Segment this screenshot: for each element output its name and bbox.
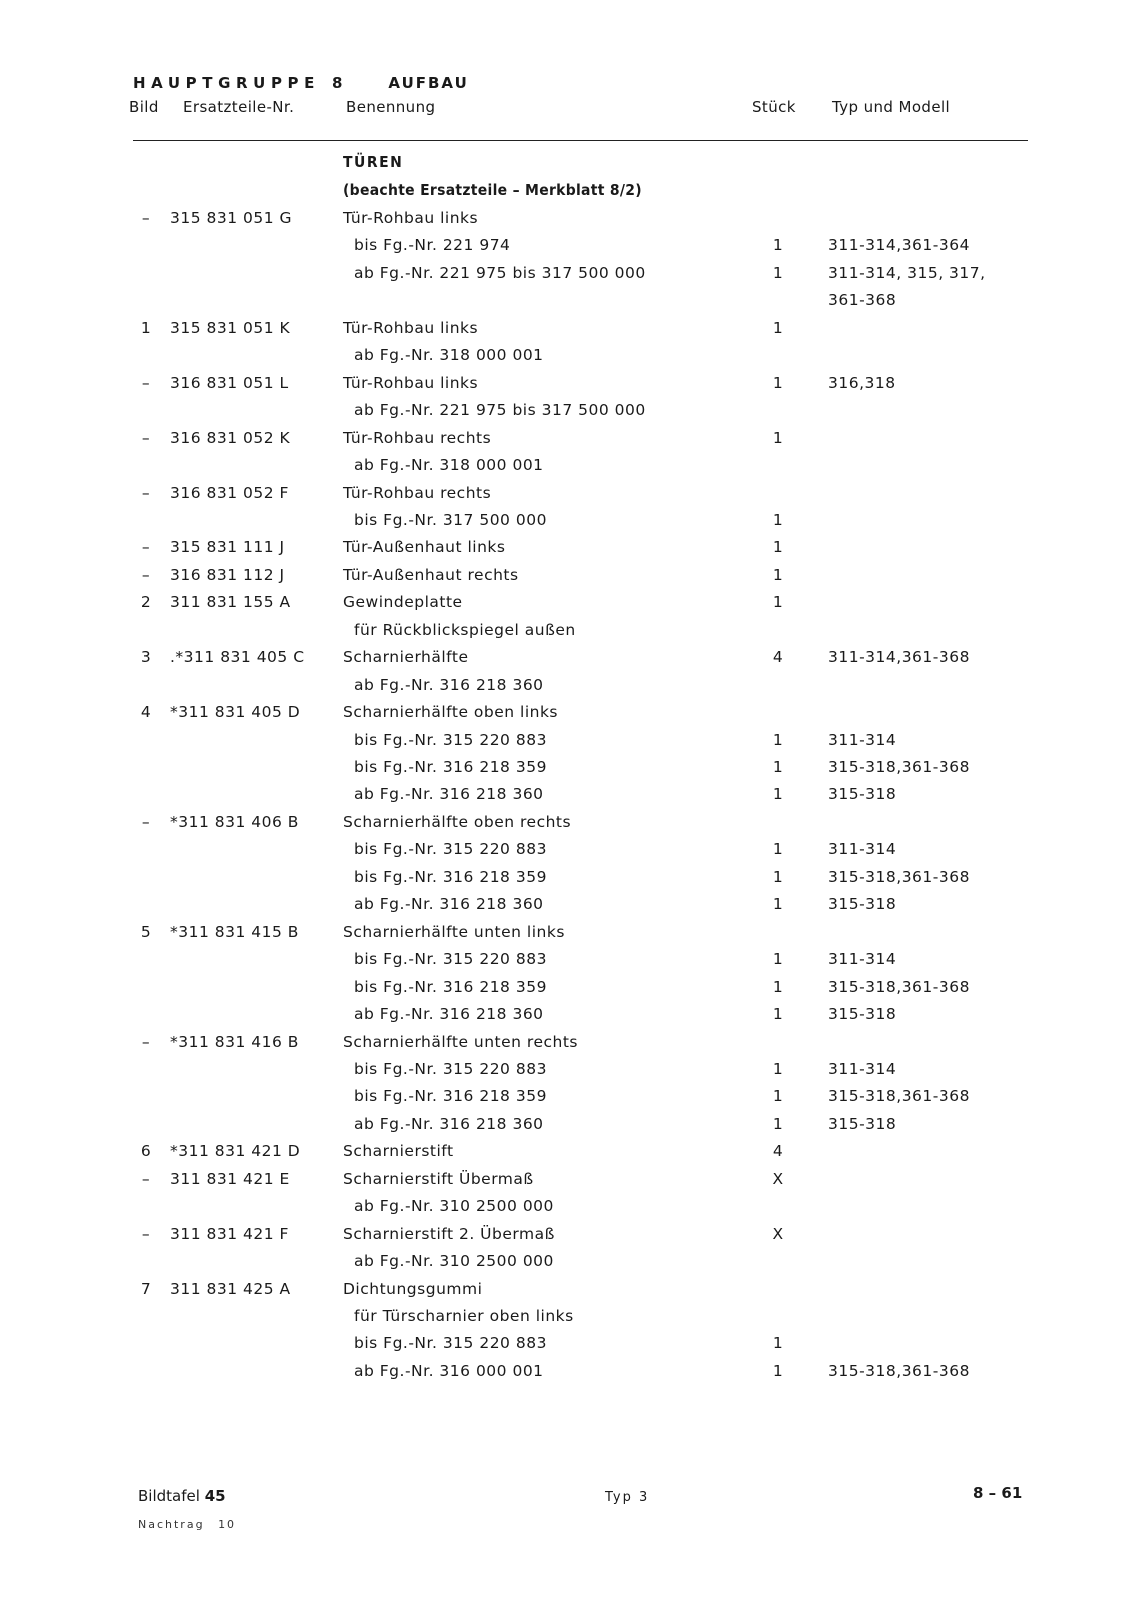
table-row xyxy=(0,1362,1142,1386)
part-description: bis Fg.-Nr. 316 218 359 xyxy=(354,978,547,996)
table-row xyxy=(0,950,1142,974)
table-row xyxy=(0,676,1142,700)
part-number: 311 831 421 F xyxy=(170,1225,289,1243)
type-model: 315-318,361-368 xyxy=(828,1087,970,1105)
bild-number: – xyxy=(141,429,151,447)
quantity: 4 xyxy=(772,1142,784,1160)
section-note: (beachte Ersatzteile – Merkblatt 8/2) xyxy=(343,181,642,199)
part-number: *311 831 406 B xyxy=(170,813,299,831)
table-row xyxy=(0,895,1142,919)
bild-number: 4 xyxy=(140,703,152,721)
part-number: *311 831 405 D xyxy=(170,703,301,721)
table-row xyxy=(0,429,1142,453)
bild-number: 7 xyxy=(140,1280,152,1298)
table-row xyxy=(0,923,1142,947)
table-row xyxy=(0,1170,1142,1194)
table-row xyxy=(0,1142,1142,1166)
table-row xyxy=(0,1033,1142,1057)
quantity: 1 xyxy=(772,785,784,803)
bild-number: – xyxy=(141,374,151,392)
bild-number: 1 xyxy=(140,319,152,337)
part-description: ab Fg.-Nr. 316 218 360 xyxy=(354,676,544,694)
part-description: Scharnierstift xyxy=(343,1142,454,1160)
type-model: 311-314 xyxy=(828,731,897,749)
table-row xyxy=(0,621,1142,645)
table-row xyxy=(0,840,1142,864)
quantity: 1 xyxy=(772,236,784,254)
type-model: 311-314,361-364 xyxy=(828,236,970,254)
part-number: 315 831 111 J xyxy=(170,538,285,556)
part-number: 311 831 155 A xyxy=(170,593,291,611)
header-divider xyxy=(133,140,1028,141)
part-description: Tür-Rohbau links xyxy=(343,374,479,392)
page-number: 8 – 61 xyxy=(973,1484,1023,1502)
column-header-typ: Typ und Modell xyxy=(832,98,951,116)
part-description: Scharnierhälfte unten rechts xyxy=(343,1033,578,1051)
part-description: bis Fg.-Nr. 315 220 883 xyxy=(354,1334,547,1352)
table-row xyxy=(0,813,1142,837)
table-row xyxy=(0,785,1142,809)
part-description: bis Fg.-Nr. 316 218 359 xyxy=(354,1087,547,1105)
type-model: 315-318,361-368 xyxy=(828,868,970,886)
part-description: Scharnierstift Übermaß xyxy=(343,1170,534,1188)
bild-number: – xyxy=(141,566,151,584)
column-header-bild: Bild xyxy=(129,98,159,116)
main-group-label: HAUPTGRUPPE xyxy=(133,74,320,92)
part-description: Tür-Außenhaut links xyxy=(343,538,506,556)
quantity: 1 xyxy=(772,1115,784,1133)
part-description: Tür-Rohbau links xyxy=(343,209,479,227)
column-header-number: Ersatzteile-Nr. xyxy=(183,98,295,116)
section-title-row xyxy=(0,153,1142,177)
part-description: bis Fg.-Nr. 221 974 xyxy=(354,236,511,254)
table-row xyxy=(0,1225,1142,1249)
table-row xyxy=(0,1005,1142,1029)
part-description: bis Fg.-Nr. 315 220 883 xyxy=(354,840,547,858)
type-model: 311-314,361-368 xyxy=(828,648,970,666)
part-description: für Türscharnier oben links xyxy=(354,1307,574,1325)
plate-label: Bildtafel xyxy=(138,1487,200,1505)
table-row xyxy=(0,703,1142,727)
table-row xyxy=(0,648,1142,672)
part-number: *311 831 415 B xyxy=(170,923,299,941)
table-row xyxy=(0,236,1142,260)
type-model: 315-318 xyxy=(828,785,897,803)
part-description: Scharnierhälfte xyxy=(343,648,469,666)
quantity: 1 xyxy=(772,511,784,529)
section-name: AUFBAU xyxy=(388,74,469,92)
table-row xyxy=(0,264,1142,288)
part-description: Gewindeplatte xyxy=(343,593,463,611)
column-header-name: Benennung xyxy=(346,98,436,116)
part-description: ab Fg.-Nr. 316 218 360 xyxy=(354,895,544,913)
type-model: 316,318 xyxy=(828,374,896,392)
type-model: 315-318 xyxy=(828,1005,897,1023)
bild-number: 2 xyxy=(140,593,152,611)
part-number: 311 831 421 E xyxy=(170,1170,290,1188)
quantity: X xyxy=(772,1225,784,1243)
table-row xyxy=(0,374,1142,398)
supplement-reference xyxy=(138,1518,236,1531)
section-note-row xyxy=(0,181,1142,205)
bild-number: 3 xyxy=(140,648,152,666)
bild-number: – xyxy=(141,209,151,227)
main-group-number: 8 xyxy=(331,74,343,92)
bild-number: 6 xyxy=(140,1142,152,1160)
part-description: ab Fg.-Nr. 310 2500 000 xyxy=(354,1252,554,1270)
table-row xyxy=(0,484,1142,508)
part-description: ab Fg.-Nr. 221 975 bis 317 500 000 xyxy=(354,401,646,419)
part-description: Scharnierhälfte oben rechts xyxy=(343,813,572,831)
table-row xyxy=(0,593,1142,617)
type-model: 311-314 xyxy=(828,840,897,858)
table-row xyxy=(0,511,1142,535)
part-number: 316 831 051 L xyxy=(170,374,289,392)
plate-reference xyxy=(138,1487,226,1505)
quantity: 1 xyxy=(772,731,784,749)
part-description: ab Fg.-Nr. 316 000 001 xyxy=(354,1362,544,1380)
table-row xyxy=(0,291,1142,315)
part-number: .*311 831 405 C xyxy=(170,648,305,666)
section-title: TÜREN xyxy=(343,153,404,171)
part-description: Scharnierhälfte oben links xyxy=(343,703,558,721)
part-number: 311 831 425 A xyxy=(170,1280,291,1298)
table-row xyxy=(0,456,1142,480)
quantity: 1 xyxy=(772,868,784,886)
quantity: 1 xyxy=(772,429,784,447)
bild-number: – xyxy=(141,813,151,831)
table-row xyxy=(0,1197,1142,1221)
table-row xyxy=(0,209,1142,233)
table-row xyxy=(0,1087,1142,1111)
quantity: 1 xyxy=(772,758,784,776)
quantity: 4 xyxy=(772,648,784,666)
part-description: Dichtungsgummi xyxy=(343,1280,483,1298)
part-description: ab Fg.-Nr. 316 218 360 xyxy=(354,1115,544,1133)
vehicle-type: Typ 3 xyxy=(605,1490,650,1505)
bild-number: – xyxy=(141,538,151,556)
table-row xyxy=(0,1334,1142,1358)
part-description: bis Fg.-Nr. 315 220 883 xyxy=(354,950,547,968)
table-row xyxy=(0,1115,1142,1139)
quantity: X xyxy=(772,1170,784,1188)
part-number: 316 831 052 F xyxy=(170,484,289,502)
type-model: 311-314, 315, 317, xyxy=(828,264,986,282)
part-description: bis Fg.-Nr. 316 218 359 xyxy=(354,868,547,886)
part-description: Scharnierhälfte unten links xyxy=(343,923,565,941)
quantity: 1 xyxy=(772,374,784,392)
part-number: 316 831 052 K xyxy=(170,429,291,447)
part-description: ab Fg.-Nr. 316 218 360 xyxy=(354,1005,544,1023)
part-description: Scharnierstift 2. Übermaß xyxy=(343,1225,555,1243)
part-number: *311 831 421 D xyxy=(170,1142,301,1160)
quantity: 1 xyxy=(772,1060,784,1078)
table-row xyxy=(0,401,1142,425)
table-row xyxy=(0,566,1142,590)
bild-number: – xyxy=(141,484,151,502)
type-model: 315-318 xyxy=(828,1115,897,1133)
part-description: ab Fg.-Nr. 318 000 001 xyxy=(354,346,544,364)
part-number: 315 831 051 K xyxy=(170,319,291,337)
quantity: 1 xyxy=(772,538,784,556)
part-description: ab Fg.-Nr. 221 975 bis 317 500 000 xyxy=(354,264,646,282)
bild-number: – xyxy=(141,1170,151,1188)
table-row xyxy=(0,1307,1142,1331)
quantity: 1 xyxy=(772,319,784,337)
table-row xyxy=(0,538,1142,562)
table-row xyxy=(0,346,1142,370)
quantity: 1 xyxy=(772,1334,784,1352)
quantity: 1 xyxy=(772,978,784,996)
bild-number: – xyxy=(141,1033,151,1051)
type-model: 315-318,361-368 xyxy=(828,978,970,996)
part-description: für Rückblickspiegel außen xyxy=(354,621,576,639)
part-number: 315 831 051 G xyxy=(170,209,293,227)
part-description: ab Fg.-Nr. 316 218 360 xyxy=(354,785,544,803)
part-description: bis Fg.-Nr. 315 220 883 xyxy=(354,1060,547,1078)
part-description: bis Fg.-Nr. 315 220 883 xyxy=(354,731,547,749)
column-header-qty: Stück xyxy=(752,98,796,116)
quantity: 1 xyxy=(772,840,784,858)
plate-number: 45 xyxy=(204,1487,226,1505)
part-description: ab Fg.-Nr. 310 2500 000 xyxy=(354,1197,554,1215)
table-row xyxy=(0,978,1142,1002)
part-description: Tür-Rohbau rechts xyxy=(343,429,492,447)
quantity: 1 xyxy=(772,1005,784,1023)
quantity: 1 xyxy=(772,1362,784,1380)
bild-number: 5 xyxy=(140,923,152,941)
supplement-number: 10 xyxy=(218,1518,237,1531)
table-row xyxy=(0,731,1142,755)
type-model: 311-314 xyxy=(828,1060,897,1078)
part-description: Tür-Rohbau links xyxy=(343,319,479,337)
type-model: 311-314 xyxy=(828,950,897,968)
part-description: Tür-Außenhaut rechts xyxy=(343,566,519,584)
main-group-heading xyxy=(133,74,469,92)
quantity: 1 xyxy=(772,264,784,282)
part-description: bis Fg.-Nr. 316 218 359 xyxy=(354,758,547,776)
quantity: 1 xyxy=(772,593,784,611)
table-row xyxy=(0,319,1142,343)
part-description: bis Fg.-Nr. 317 500 000 xyxy=(354,511,547,529)
type-model: 315-318 xyxy=(828,895,897,913)
supplement-label: Nachtrag xyxy=(138,1518,205,1531)
table-row xyxy=(0,1252,1142,1276)
type-model: 315-318,361-368 xyxy=(828,758,970,776)
table-row xyxy=(0,868,1142,892)
type-model: 361-368 xyxy=(828,291,897,309)
part-number: 316 831 112 J xyxy=(170,566,285,584)
table-row xyxy=(0,758,1142,782)
table-row xyxy=(0,1060,1142,1084)
part-description: ab Fg.-Nr. 318 000 001 xyxy=(354,456,544,474)
table-row xyxy=(0,1280,1142,1304)
part-description: Tür-Rohbau rechts xyxy=(343,484,492,502)
part-number: *311 831 416 B xyxy=(170,1033,299,1051)
quantity: 1 xyxy=(772,1087,784,1105)
quantity: 1 xyxy=(772,950,784,968)
quantity: 1 xyxy=(772,566,784,584)
bild-number: – xyxy=(141,1225,151,1243)
quantity: 1 xyxy=(772,895,784,913)
type-model: 315-318,361-368 xyxy=(828,1362,970,1380)
